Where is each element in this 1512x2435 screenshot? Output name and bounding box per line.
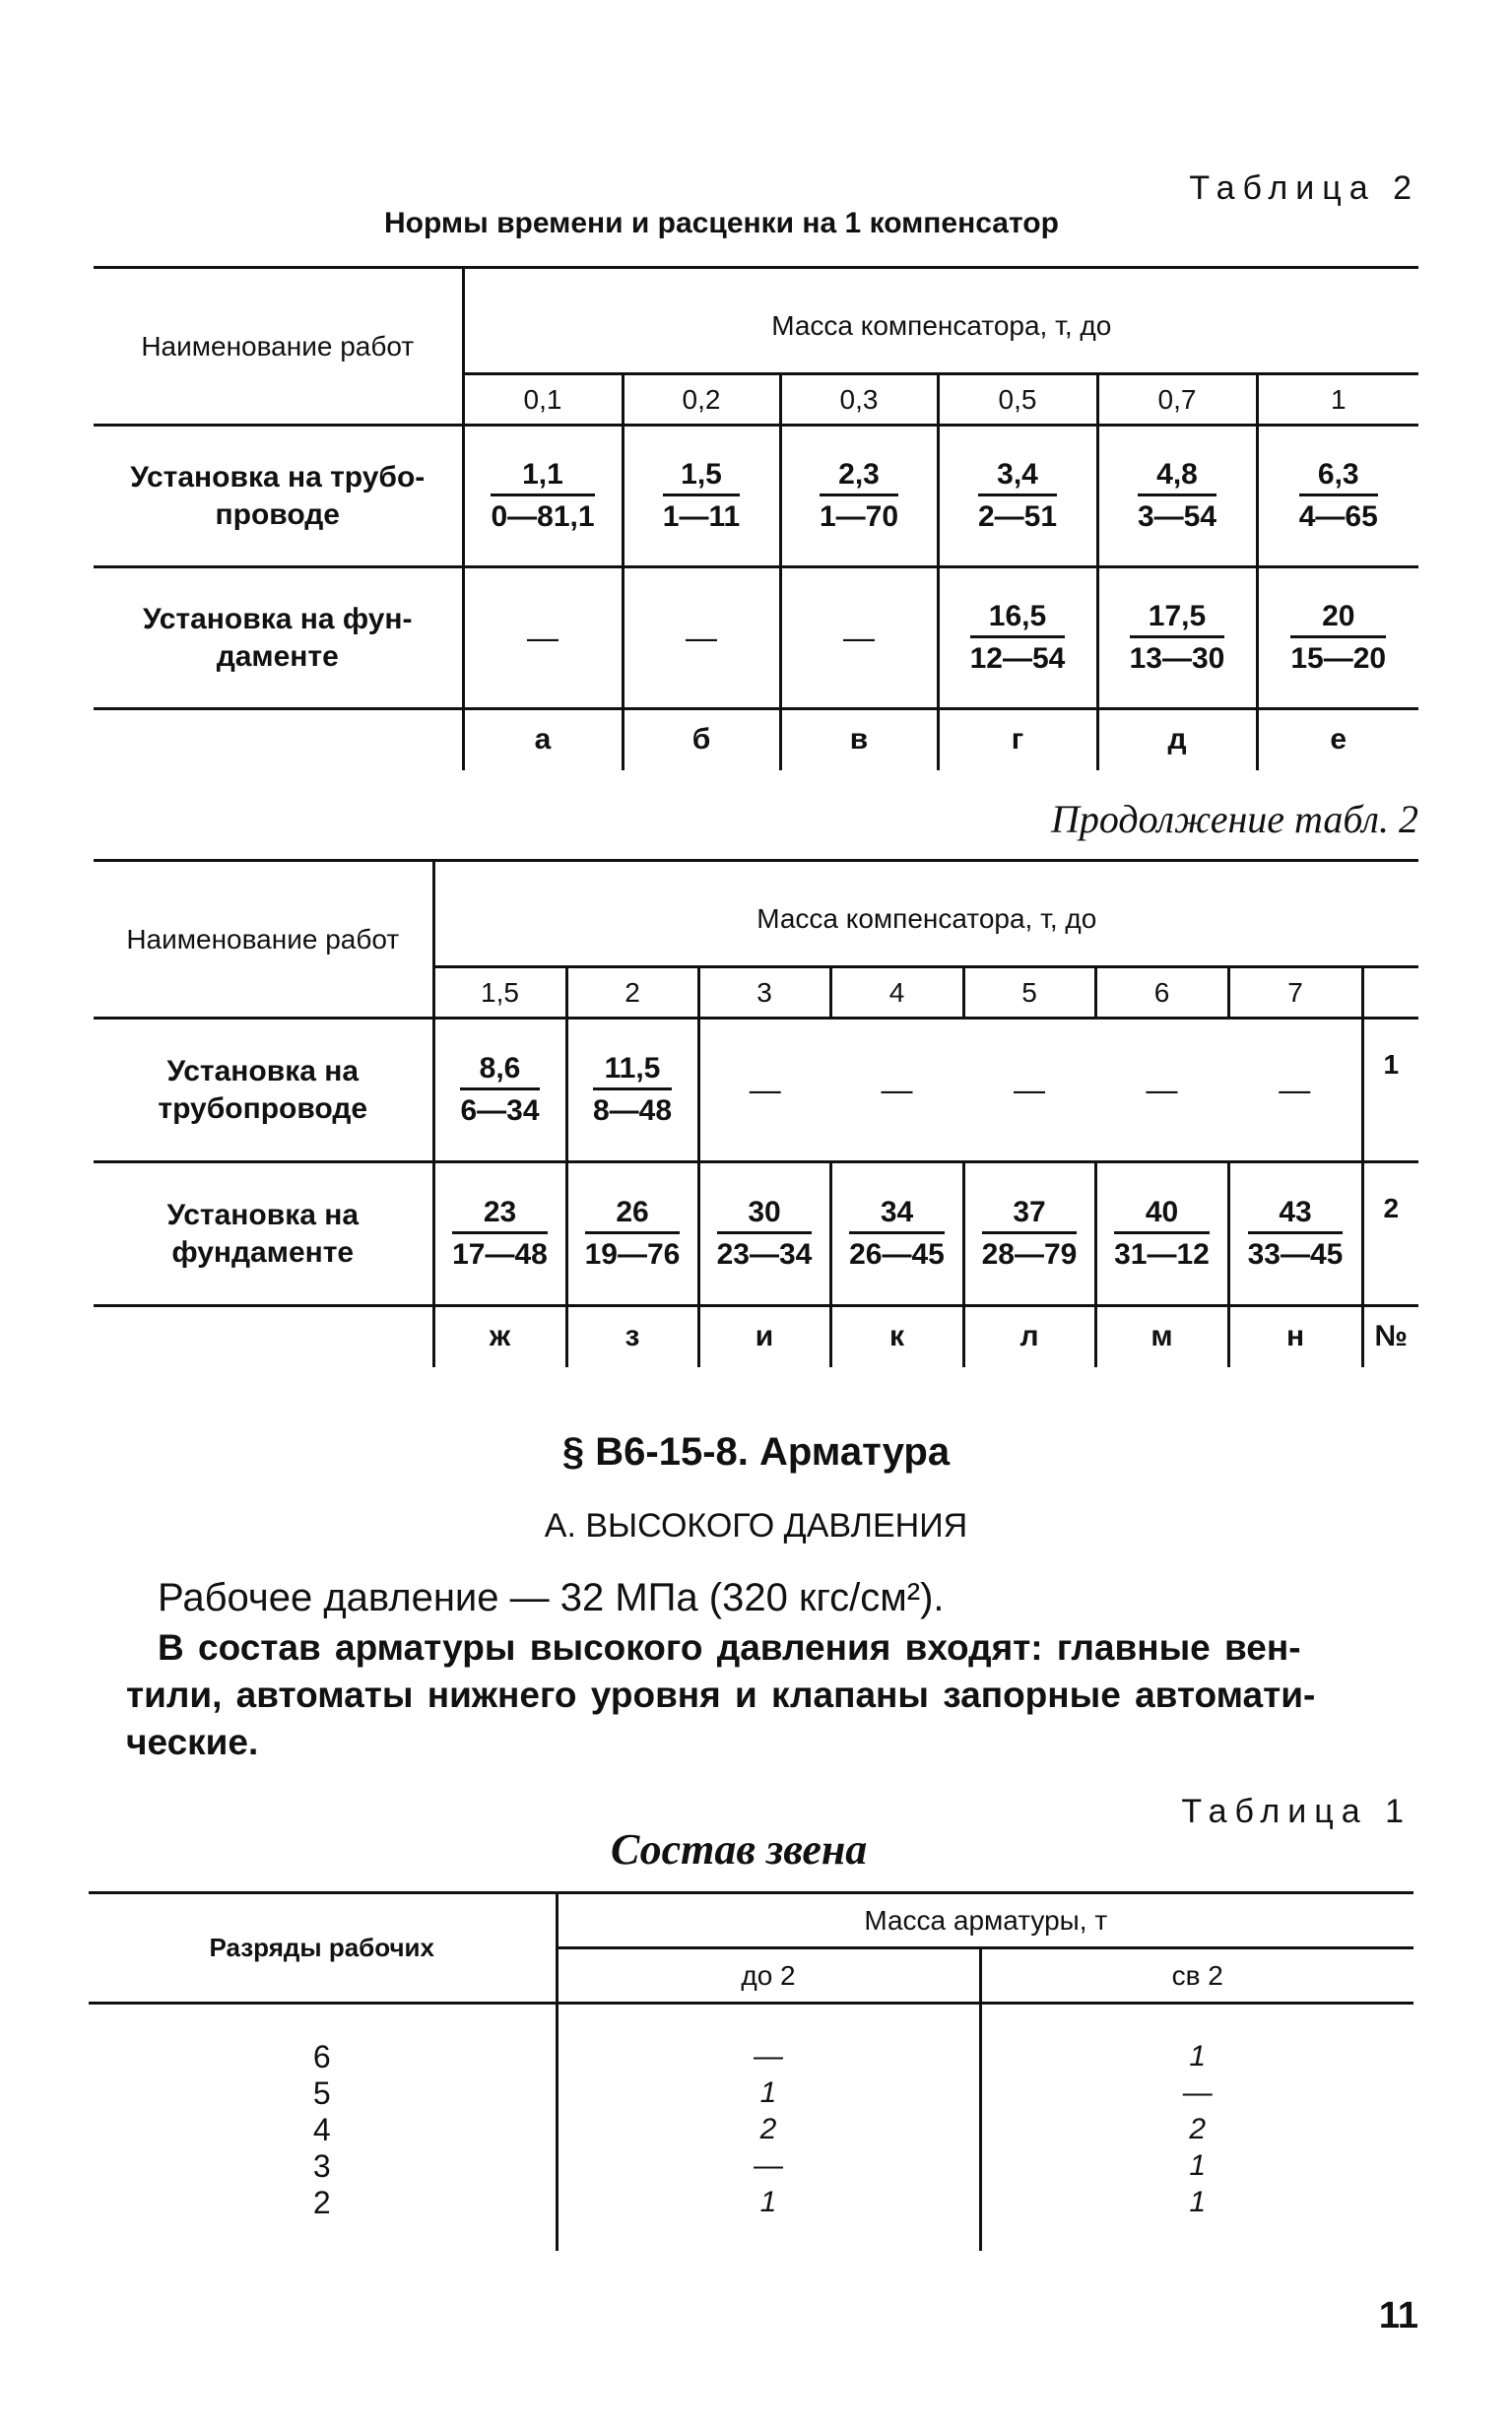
cell-value: 26	[585, 1196, 681, 1235]
cell-value: 6,3	[1299, 458, 1378, 497]
column-letter: д	[1097, 709, 1257, 770]
table-cell: 1	[557, 2185, 980, 2221]
cell-value: 16,5	[970, 600, 1066, 639]
cell-price: 17—48	[452, 1238, 548, 1271]
col-header: 1	[1330, 383, 1347, 415]
cell-value: 8,6	[460, 1052, 539, 1091]
table-cell: —	[749, 1072, 781, 1107]
cell-value: 1,5	[663, 458, 740, 497]
table-cell	[566, 1019, 698, 1162]
col-header: 0,7	[1097, 374, 1257, 426]
table-cell	[698, 1162, 830, 1306]
table1	[89, 1891, 1413, 2251]
cell-price: 4—65	[1298, 500, 1378, 533]
table-cell: —	[557, 2039, 980, 2075]
table1-label: Таблица 1	[1181, 1793, 1412, 1830]
grade-cell: 6	[89, 2039, 557, 2075]
col-header: 0,2	[623, 374, 780, 426]
table-cell: —	[1182, 2076, 1213, 2109]
cell-value: 20	[1290, 600, 1386, 639]
table-cell: —	[557, 2148, 980, 2185]
table-cell	[623, 426, 780, 567]
paragraph-line: В состав арматуры высокого давления входят: главные вен-	[158, 1627, 1301, 1668]
cell-value: 11,5	[593, 1052, 672, 1091]
cell-value: 23	[452, 1196, 548, 1235]
col-header: 0,1	[463, 374, 623, 426]
col-header: св 2	[1171, 1959, 1223, 1991]
column-letter: и	[698, 1306, 830, 1367]
table-cell: —	[881, 1072, 913, 1107]
table-cell	[963, 1162, 1095, 1306]
table-cell	[780, 426, 938, 567]
cell-value: 30	[717, 1196, 813, 1235]
cell-price: 2—51	[977, 500, 1058, 533]
table-cell	[1097, 426, 1257, 567]
cell-price: 1—11	[662, 500, 741, 533]
column-letter: б	[623, 709, 780, 770]
column-letter: е	[1330, 723, 1348, 757]
number-column-label: №	[1374, 1320, 1408, 1353]
table2-label: Таблица 2	[1189, 169, 1419, 207]
row-number: 1	[1383, 1049, 1400, 1080]
column-letter: л	[963, 1306, 1095, 1367]
column-letter: м	[1095, 1306, 1228, 1367]
table-cell	[433, 1162, 566, 1306]
col-header: 4	[830, 967, 963, 1019]
header-grades: Разряды рабочих	[89, 1893, 557, 2004]
section-title: § В6-15-8. Арматура	[561, 1430, 951, 1474]
table2-continuation	[94, 859, 1418, 1367]
row-name: Установка на фундаменте	[94, 1162, 433, 1306]
col-header: 0,5	[938, 374, 1097, 426]
row-name: Установка на фун-даменте	[94, 567, 463, 709]
column-letter: в	[780, 709, 938, 770]
grade-cell: 4	[89, 2112, 557, 2148]
table-cell: 1	[557, 2075, 980, 2112]
cell-price: 26—45	[849, 1238, 945, 1271]
col-header: 7	[1228, 967, 1362, 1019]
header-name: Наименование работ	[94, 268, 463, 426]
cell-value: 4,8	[1138, 458, 1216, 497]
table-cell	[1095, 1162, 1228, 1306]
cell-price: 15—20	[1290, 642, 1387, 675]
table-cell	[566, 1162, 698, 1306]
grade-cell: 2	[89, 2185, 557, 2221]
table-cell: —	[1014, 1072, 1045, 1107]
table-cell	[1228, 1162, 1362, 1306]
cell-value: 3,4	[978, 458, 1057, 497]
page-number: 11	[1378, 2295, 1418, 2336]
col-header: 5	[963, 967, 1095, 1019]
column-letter: з	[566, 1306, 698, 1367]
row-number: 2	[1383, 1193, 1400, 1223]
table-cell: 1	[1189, 2186, 1207, 2218]
cell-price: 13—30	[1129, 642, 1225, 675]
cell-value: 43	[1248, 1196, 1344, 1235]
cell-price: 12—54	[969, 642, 1066, 675]
table-cell	[830, 1162, 963, 1306]
column-letter: н	[1228, 1306, 1362, 1367]
cell-value: 40	[1114, 1196, 1210, 1235]
paragraph-line: ческие.	[126, 1722, 259, 1762]
table-cell: —	[1146, 1072, 1178, 1107]
table-cell: —	[463, 567, 623, 709]
table2-title: Нормы времени и расценки на 1 компенсатор	[384, 207, 1059, 239]
cell-price: 19—76	[584, 1238, 681, 1271]
table-cell	[1257, 426, 1418, 567]
column-letter: ж	[433, 1306, 566, 1367]
col-header: до 2	[557, 1948, 980, 2004]
cell-price: 28—79	[981, 1238, 1078, 1271]
table-cell: 1	[1189, 2149, 1207, 2182]
cell-value: 37	[982, 1196, 1078, 1235]
table-cell: —	[623, 567, 780, 709]
cell-value: 34	[849, 1196, 945, 1235]
col-header: 0,3	[780, 374, 938, 426]
section-subtitle: А. ВЫСОКОГО ДАВЛЕНИЯ	[544, 1507, 968, 1545]
paragraph-line: тили, автоматы нижнего уровня и клапаны запорные автомати-	[126, 1675, 1316, 1715]
column-letter: к	[830, 1306, 963, 1367]
header-mass: Масса компенсатора, т, до	[433, 861, 1418, 967]
cell-price: 1—70	[819, 500, 899, 533]
table-cell: —	[780, 567, 938, 709]
col-header: 6	[1095, 967, 1228, 1019]
col-header: 3	[698, 967, 830, 1019]
cell-value: 1,1	[491, 458, 594, 497]
table-cell	[1097, 567, 1257, 709]
row-name: Установка на трубопроводе	[94, 1019, 433, 1162]
cell-price: 33—45	[1247, 1238, 1344, 1271]
cell-price: 23—34	[716, 1238, 813, 1271]
grade-cell: 3	[89, 2148, 557, 2185]
table-cell	[433, 1019, 566, 1162]
cell-price: 6—34	[460, 1094, 540, 1127]
table-cell: 2	[557, 2112, 980, 2148]
col-header: 2	[566, 967, 698, 1019]
table-cell: 2	[1189, 2113, 1207, 2145]
grade-cell: 5	[89, 2075, 557, 2112]
pressure-line: Рабочее давление — 32 МПа (320 кгс/см²).	[158, 1576, 945, 1619]
table2-cont-label: Продолжение табл. 2	[1050, 797, 1418, 841]
header-mass: Масса арматуры, т	[557, 1893, 1413, 1948]
column-letter: г	[938, 709, 1097, 770]
cell-price: 3—54	[1137, 500, 1217, 533]
table2	[94, 266, 1418, 770]
table-cell	[1257, 567, 1418, 709]
table-cell	[938, 426, 1097, 567]
table-cell: —	[1228, 1019, 1362, 1162]
cell-price: 8—48	[592, 1094, 673, 1127]
table-cell	[938, 567, 1097, 709]
row-name: Установка на трубо-проводе	[94, 426, 463, 567]
col-header: 1,5	[433, 967, 566, 1019]
header-name: Наименование работ	[94, 861, 433, 1019]
header-mass: Масса компенсатора, т, до	[463, 268, 1418, 374]
column-letter: а	[463, 709, 623, 770]
cell-value: 17,5	[1130, 600, 1225, 639]
cell-price: 31—12	[1114, 1238, 1210, 1271]
cell-price: 0—81,1	[491, 500, 595, 533]
table-cell	[463, 426, 623, 567]
cell-value: 2,3	[820, 458, 898, 497]
table-cell: 1	[1189, 2040, 1207, 2073]
table1-title: Состав звена	[611, 1825, 868, 1874]
